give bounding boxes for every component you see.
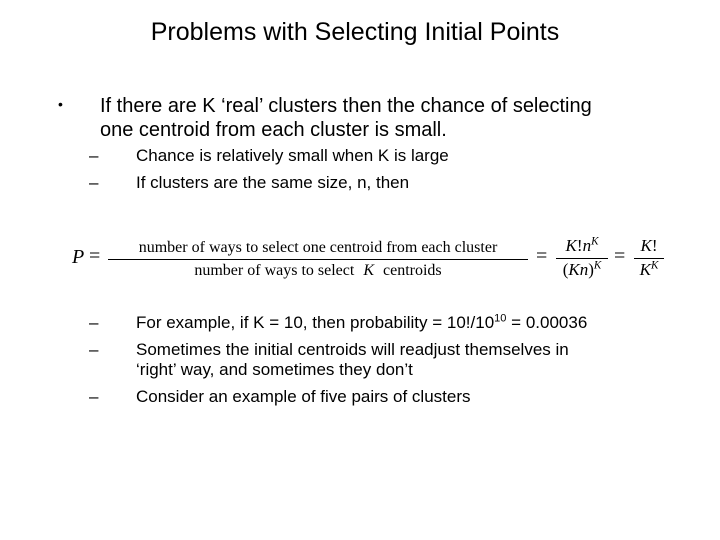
example-exponent: 10 bbox=[494, 312, 507, 325]
bullet-line-2: one centroid from each cluster is small. bbox=[100, 119, 447, 141]
formula-equals-2: = bbox=[536, 245, 548, 267]
second-numerator bbox=[566, 236, 599, 256]
third-fraction-bar bbox=[634, 258, 664, 259]
slide-title: Problems with Selecting Initial Points bbox=[150, 18, 560, 46]
denominator-tail: centroids bbox=[382, 262, 442, 279]
sub-bullet-text: If clusters are the same size, n, then bbox=[136, 173, 410, 192]
sub-bullet-text: Chance is relatively small when K is large bbox=[136, 146, 449, 165]
sub-bullet-five-pairs: Consider an example of five pairs of clusters bbox=[136, 387, 471, 406]
den-rparen: ) bbox=[588, 260, 594, 279]
dash-marker: – bbox=[89, 340, 99, 359]
num-n: n bbox=[582, 236, 592, 255]
third-denominator bbox=[640, 260, 659, 280]
dash-marker: – bbox=[89, 313, 99, 332]
bullet-marker: • bbox=[58, 96, 63, 112]
second-denominator bbox=[563, 260, 602, 280]
dash-marker: – bbox=[89, 387, 99, 406]
bullet-text bbox=[100, 94, 592, 142]
sub-bullet-readjust bbox=[136, 340, 569, 380]
denominator-text: number of ways to select bbox=[194, 262, 355, 279]
fraction-numerator: number of ways to select one centroid from each cluster bbox=[138, 239, 498, 256]
sub-bullet-example bbox=[136, 313, 587, 333]
num-factorial: ! bbox=[576, 236, 583, 255]
second-fraction bbox=[556, 236, 608, 280]
formula-equals-3: = bbox=[614, 245, 626, 267]
den-kn: Kn bbox=[568, 260, 589, 279]
third-fraction bbox=[634, 236, 664, 280]
den3-k: K bbox=[639, 260, 651, 279]
denominator-var: K bbox=[363, 262, 374, 279]
den-lparen: ( bbox=[562, 260, 569, 279]
dash-marker: – bbox=[89, 173, 99, 192]
den-exp: K bbox=[593, 259, 602, 272]
bullet-line-1: If there are K ‘real’ clusters then the chance of selecting bbox=[100, 95, 592, 117]
readjust-line-1: Sometimes the initial centroids will readjust themselves in bbox=[136, 340, 569, 359]
num3-k: K bbox=[640, 236, 652, 255]
den3-exp: K bbox=[650, 259, 659, 272]
fraction-bar bbox=[108, 259, 528, 260]
readjust-line-2: ‘right’ way, and sometimes they don’t bbox=[136, 360, 413, 379]
third-numerator bbox=[640, 236, 657, 256]
fraction-denominator bbox=[194, 261, 441, 281]
num-exp: K bbox=[591, 235, 599, 248]
formula-lhs: P bbox=[72, 246, 85, 268]
main-fraction bbox=[108, 238, 528, 281]
num3-factorial: ! bbox=[651, 236, 658, 255]
dash-marker: – bbox=[89, 146, 99, 165]
example-prefix: For example, if K = 10, then probability = 10!/10 bbox=[136, 313, 495, 332]
example-suffix: = 0.00036 bbox=[506, 313, 588, 332]
formula-equals: = bbox=[89, 245, 101, 267]
num-k: K bbox=[565, 236, 577, 255]
